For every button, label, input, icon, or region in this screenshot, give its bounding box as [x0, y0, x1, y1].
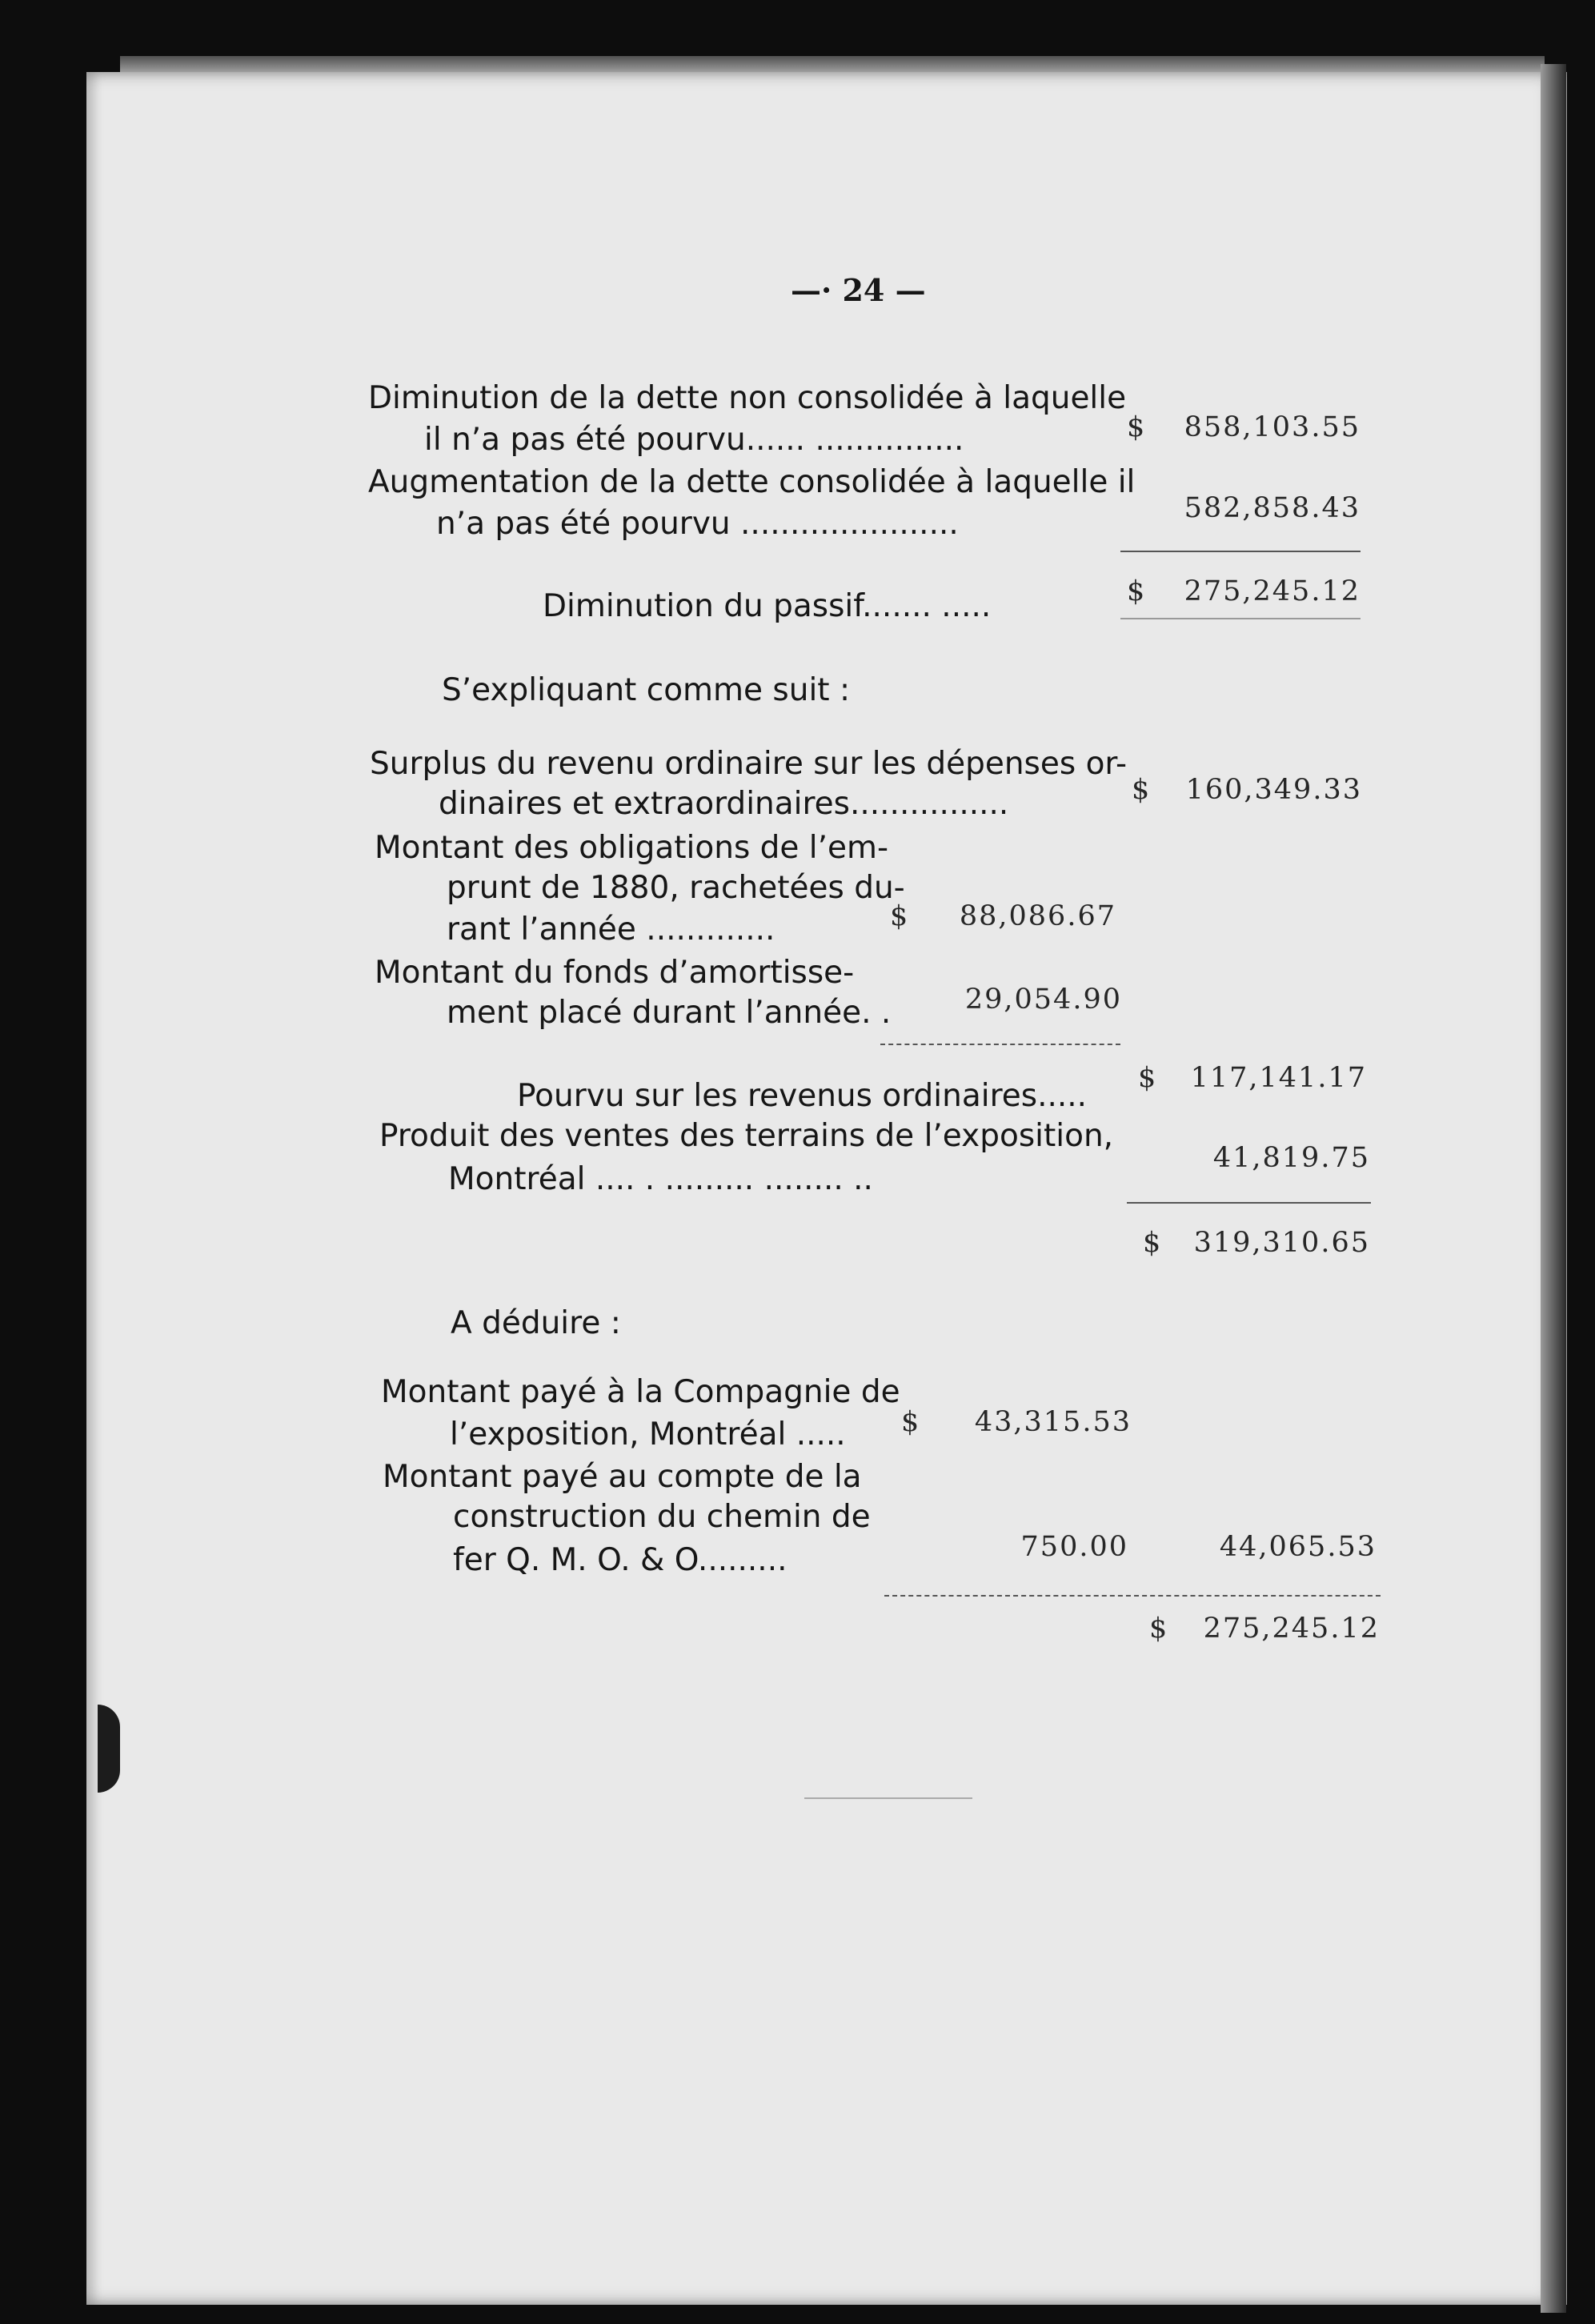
line-dinaires: dinaires et extraordinaires................	[439, 786, 1009, 822]
rule-1	[1120, 551, 1361, 552]
line-dette-non-consolidee: Diminution de la dette non consolidée à laquelle	[368, 380, 1127, 416]
line-pas-pourvu-2: n’a pas été pourvu ......................	[436, 506, 959, 542]
line-chemin-de-fer-2: construction du chemin de	[453, 1499, 871, 1535]
amount-surplus-revenu: 160,349.33	[1185, 774, 1362, 806]
line-fonds-amortissement-1: Montant du fonds d’amortisse-	[375, 955, 855, 991]
line-compagnie-exposition-2: l’exposition, Montréal .....	[450, 1416, 846, 1452]
line-fonds-amortissement-2: ment placé durant l’année. .	[447, 995, 892, 1031]
line-compagnie-exposition-1: Montant payé à la Compagnie de	[381, 1374, 900, 1410]
heading-s-expliquant: S’expliquant comme suit :	[442, 672, 851, 708]
line-chemin-de-fer-3: fer Q. M. O. & O.........	[453, 1542, 787, 1578]
dollar-sign: $	[1149, 1613, 1169, 1645]
line-ventes-terrains-1: Produit des ventes des terrains de l’exposition,	[379, 1118, 1114, 1154]
amount-chemin-de-fer: 750.00	[1020, 1531, 1128, 1563]
line-pourvu-revenus: Pourvu sur les revenus ordinaires.....	[517, 1078, 1088, 1114]
amount-fonds-amortissement: 29,054.90	[964, 984, 1122, 1016]
dollar-sign: $	[1143, 1227, 1163, 1259]
end-rule	[804, 1797, 972, 1799]
scan-binding-mark	[98, 1705, 120, 1793]
line-obligations-1: Montant des obligations de l’em-	[375, 830, 889, 866]
dollar-sign: $	[1132, 774, 1152, 806]
amount-pourvu-revenus: 117,141.17	[1190, 1062, 1367, 1094]
amount-dette-non-consolidee: 858,103.55	[1184, 411, 1361, 443]
line-dette-consolidee: Augmentation de la dette consolidée à laquelle il	[368, 464, 1136, 500]
line-obligations-2: prunt de 1880, rachetées du-	[447, 870, 905, 906]
scan-right-edge	[1541, 64, 1566, 2313]
amount-diminution-passif: 275,245.12	[1184, 575, 1361, 607]
dollar-sign: $	[1127, 575, 1147, 607]
heading-a-deduire: A déduire :	[451, 1305, 621, 1341]
dollar-sign: $	[890, 900, 910, 932]
amount-sous-total: 319,310.65	[1193, 1227, 1370, 1259]
line-ventes-terrains-2: Montréal .... . ......... ........ ..	[448, 1161, 873, 1197]
amount-total-final: 275,245.12	[1203, 1613, 1380, 1645]
dollar-sign: $	[1138, 1062, 1158, 1094]
line-obligations-3: rant l’année .............	[447, 912, 775, 948]
amount-total-deductions: 44,065.53	[1219, 1531, 1377, 1563]
dollar-sign: $	[1127, 411, 1147, 443]
line-surplus-revenu: Surplus du revenu ordinaire sur les dépenses or-	[370, 746, 1128, 782]
rule-3	[880, 1044, 1120, 1045]
amount-dette-consolidee: 582,858.43	[1184, 492, 1361, 524]
rule-5	[884, 1595, 1381, 1597]
line-diminution-passif: Diminution du passif....... .....	[543, 588, 992, 624]
page-number: —· 24 —	[791, 272, 926, 308]
rule-2	[1120, 618, 1361, 619]
amount-compagnie-exposition: 43,315.53	[974, 1406, 1132, 1438]
amount-obligations-1880: 88,086.67	[959, 900, 1116, 932]
dollar-sign: $	[901, 1406, 921, 1438]
line-pas-pourvu-1: il n’a pas été pourvu...... ...............	[424, 422, 964, 458]
line-chemin-de-fer-1: Montant payé au compte de la	[383, 1459, 862, 1495]
rule-4	[1127, 1202, 1371, 1204]
amount-ventes-terrains: 41,819.75	[1212, 1142, 1370, 1174]
